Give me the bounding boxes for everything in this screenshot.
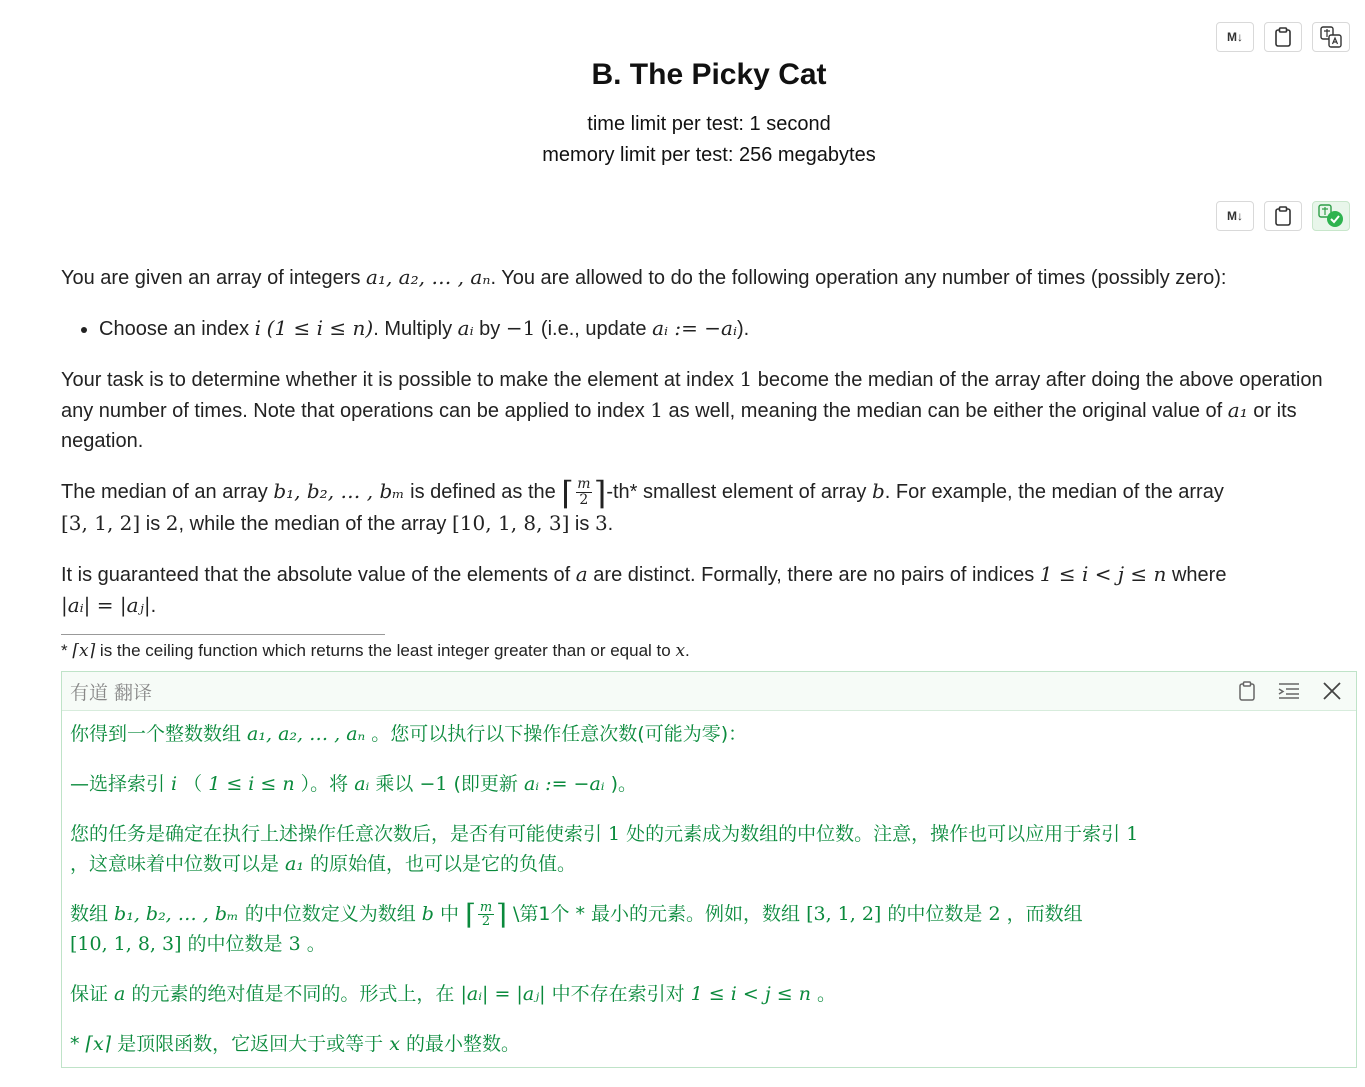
translation-title: 有道 翻译 [70,681,153,704]
math: a [575,562,588,587]
statement-translate-button[interactable] [1312,201,1350,231]
text: （ [177,773,209,795]
math: b [871,479,885,503]
math: ⌈x⌉ [85,1033,112,1055]
statement-paragraph [61,364,1353,456]
text: 的最小整数。 [399,1033,520,1055]
math: 3 [594,511,608,536]
format-icon[interactable] [1278,682,1300,700]
text: are distinct. Formally, there are no pairs of indices [587,564,1040,587]
math: a₁ [285,853,304,875]
math: a₁ [1227,398,1248,422]
copy-button[interactable] [1264,22,1302,52]
text: It is guaranteed that the absolute value of the elements of [61,564,576,587]
text: 的中位数定义为数组 [238,903,422,925]
math: [10, 1, 8, 3] [70,933,182,955]
translation-header [62,672,1356,711]
text: or its negation. [61,400,1297,452]
translation-paragraph [70,719,1348,749]
footnote [61,640,690,662]
text: where [1166,564,1227,587]
statement-paragraph [61,473,1353,539]
text: 的中位数是 [881,903,989,925]
memory-limit: memory limit per test: 256 megabytes [542,144,876,166]
math: m [479,900,493,915]
text: (i.e., update [535,318,653,340]
translation-paragraph [70,819,1348,879]
footnote-divider [61,634,385,635]
translate-icon [1320,26,1342,48]
translate-check-icon [1318,204,1344,228]
math: 2 [165,511,179,536]
markdown-label: M↓ [1227,209,1243,223]
text: 您的任务是确定在执行上述操作任意次数后，是否有可能使索引 [70,823,609,845]
math: a₁, a₂, … , aₙ [366,265,491,289]
math: |aᵢ| = |aⱼ| [61,593,151,618]
math: ⌈x⌉ [72,641,96,661]
text: 。 [810,983,837,1005]
text: become the median of the array after doing the above operation any number of times. Note that operations can be applied to index [61,369,1323,422]
text: is defined as the [404,481,562,503]
math: aᵢ := −aᵢ [652,316,737,340]
math: −1 [419,773,448,795]
text: is the ceiling function which returns the least integer greater than or equal to [95,641,676,660]
text: . [150,595,157,618]
math: a [114,983,126,1005]
text: ）。将 [294,773,355,795]
math: 3 [288,933,301,955]
math: [3, 1, 2] [806,903,882,925]
text: is [569,513,595,536]
math: b [421,903,434,925]
text: ，这意味着中位数可以是 [70,853,286,875]
math: b₁, b₂, … , bₘ [114,903,239,925]
text: . [685,641,690,660]
text: 的中位数是 [181,933,289,955]
text: * [70,1033,86,1055]
operation-list [61,313,1353,344]
text: is [140,513,166,536]
clipboard-icon [1274,206,1292,226]
text: 保证 [70,983,115,1005]
math: [3, 1, 2] [61,511,141,536]
math: 1 [1126,823,1139,845]
problem-header [0,55,1365,171]
math: aᵢ [354,773,370,795]
math: 1 ≤ i < j ≤ n [1039,562,1167,587]
math: 1 ≤ i < j ≤ n [690,983,811,1005]
translation-body [62,711,1356,1087]
text: * [61,641,73,660]
math: 1 [650,398,663,422]
text: 的元素的绝对值是不同的。形式上，在 [125,983,461,1005]
text: \第1个 * 最小的元素。例如，数组 [506,903,807,925]
math: [10, 1, 8, 3] [452,511,570,536]
statement-paragraph [61,559,1353,621]
markdown-button[interactable] [1216,22,1254,52]
math: 1 [608,823,621,845]
text: Your task is to determine whether it is possible to make the element at index [61,369,740,391]
statement-paragraph [61,262,1353,293]
text: 。 [300,933,326,955]
problem-statement [61,262,1353,641]
close-icon[interactable] [1322,681,1342,701]
text: The median of an array [61,481,274,503]
text: (即更新 [447,773,524,795]
text: , while the median of the array [178,513,452,536]
math: i [254,316,262,340]
math: b₁, b₂, … , bₘ [273,479,405,503]
text: —选择索引 [70,773,172,795]
text: 是顶限函数，它返回大于或等于 [111,1033,390,1055]
ceil-fraction: ⌈ $\frac{m}{2}$ ⌉ [561,473,607,512]
text: 。您可以执行以下操作任意次数(可能为零)： [365,723,748,745]
math: aᵢ [457,316,474,340]
statement-markdown-button[interactable] [1216,201,1254,231]
math: x [675,641,686,661]
text: ). [736,318,750,340]
math: a₁, a₂, … , aₙ [247,723,366,745]
text: . For example, the median of the array [884,481,1224,503]
time-limit: time limit per test: 1 second [587,113,831,135]
translation-paragraph [70,979,1348,1009]
math: x [389,1033,400,1055]
list-item [99,313,1353,344]
text: . You are allowed to do the following operation any number of times (possibly zero): [490,267,1227,289]
markdown-label: M↓ [1227,30,1243,44]
math: −1 [505,316,536,340]
math: |aᵢ| = |aⱼ| [460,983,546,1005]
text: Choose an index [99,318,255,340]
translation-panel [61,671,1357,1068]
math: 1 ≤ i ≤ n [208,773,295,795]
text: . [607,513,614,536]
translation-paragraph [70,899,1348,959]
text: . Multiply [373,318,458,340]
text: 乘以 [369,773,420,795]
math: 2 [579,492,589,509]
translate-button[interactable] [1312,22,1350,52]
statement-toolbar [1216,201,1350,231]
math: 2 [481,914,491,929]
text: -th* smallest element of array [606,481,872,503]
ceil-fraction: ⌈ $\frac{m}{2}$ ⌉ [465,897,507,931]
page-title: B. The Picky Cat [591,58,827,91]
translation-paragraph [70,769,1348,799]
math: 1 [739,367,753,391]
text: )。 [604,773,638,795]
translation-paragraph [70,1029,1348,1059]
translation-tools [1238,680,1348,702]
math: 2 [988,903,1001,925]
text: 的原始值，也可以是它的负值。 [304,853,577,875]
text: You are given an array of integers [61,267,367,289]
clipboard-icon[interactable] [1238,680,1256,702]
math: aᵢ := −aᵢ [523,773,605,795]
text: 中不存在索引对 [545,983,691,1005]
text: 处的元素成为数组的中位数。注意，操作也可以应用于索引 [620,823,1127,845]
text: 数组 [70,903,115,925]
statement-copy-button[interactable] [1264,201,1302,231]
math: (1 ≤ i ≤ n) [266,316,374,340]
text: as well, meaning the median can be either the original value of [662,400,1228,422]
clipboard-icon [1274,27,1292,47]
text: 你得到一个整数数组 [70,723,248,745]
text: ，而数组 [1000,903,1083,925]
math: m [577,476,591,493]
text: by [473,318,506,340]
text: 中 [433,903,466,925]
top-toolbar [1216,22,1350,52]
math: i [171,773,178,795]
